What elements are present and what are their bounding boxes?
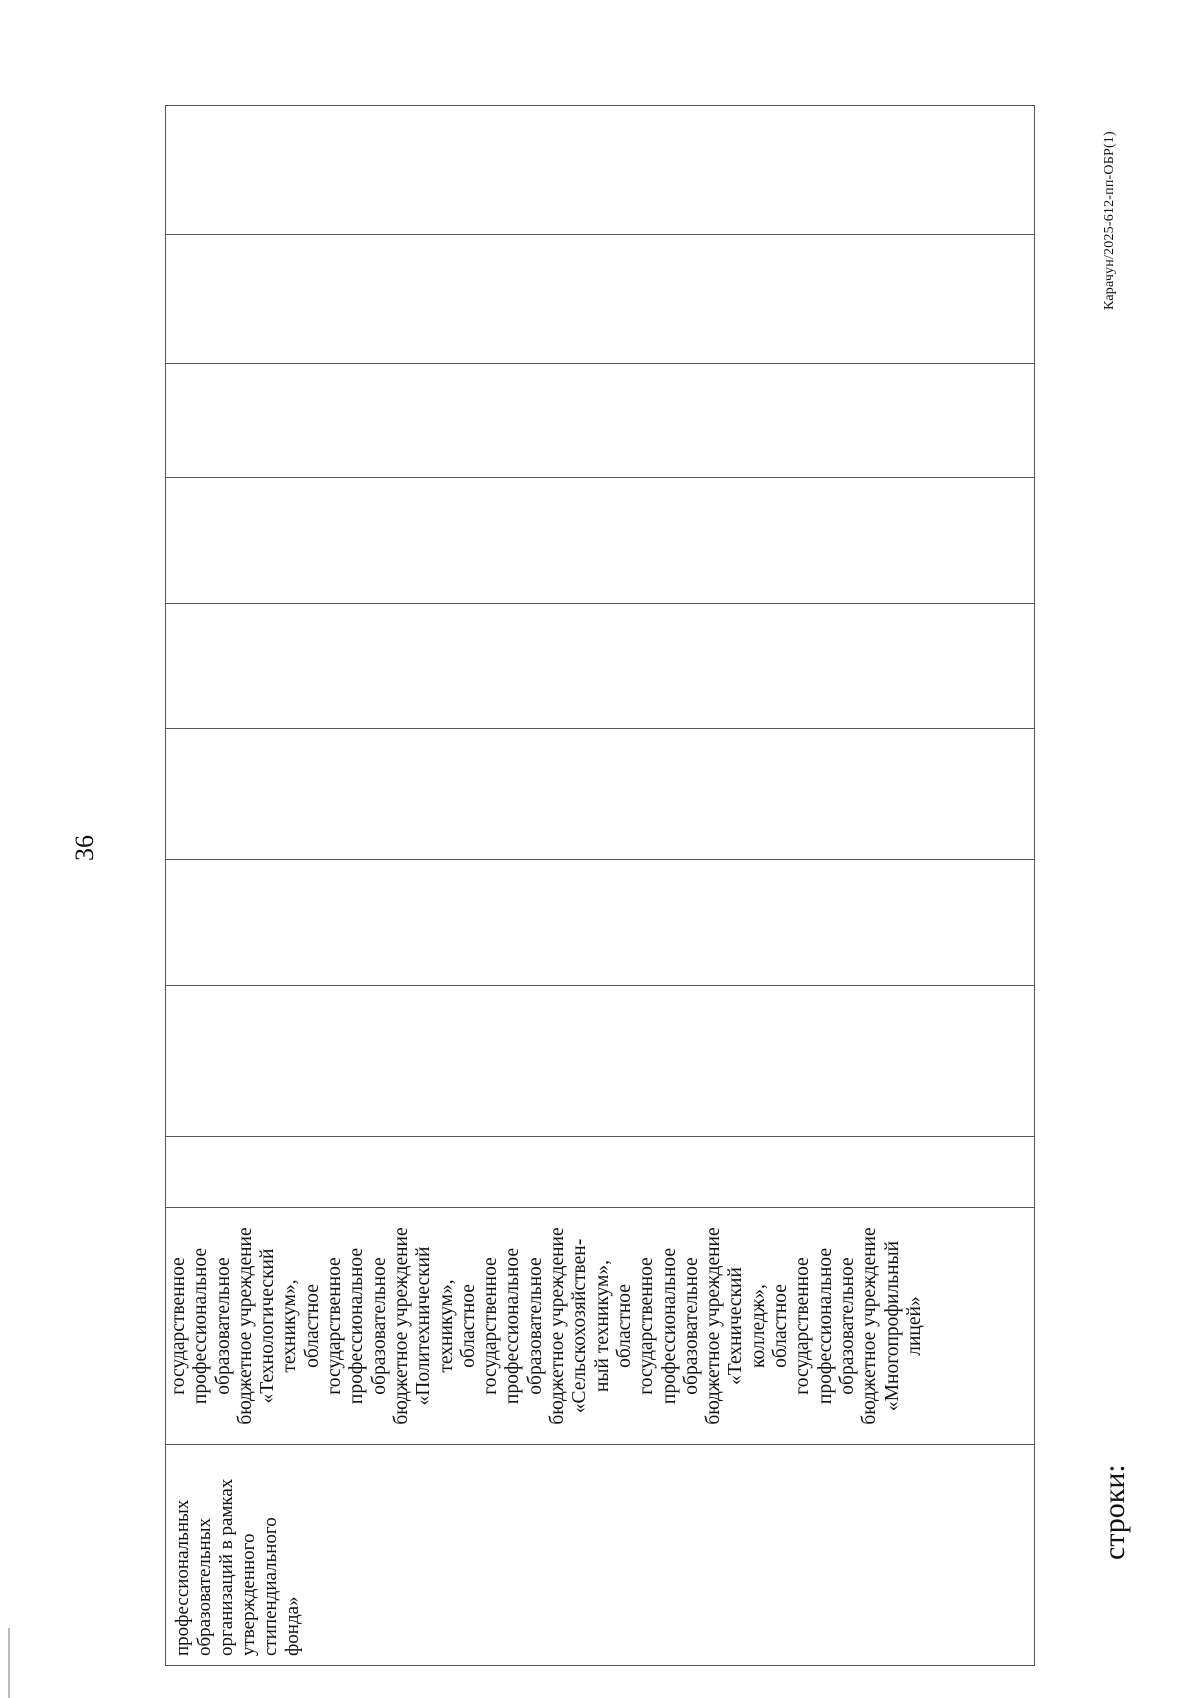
text-line: профессиональных <box>172 1499 193 1656</box>
text-line: «Многопрофильный <box>881 1240 903 1412</box>
cell-institutions <box>166 1208 1035 1445</box>
empty-cell <box>166 106 1035 235</box>
text-line: бюджетное учреждение <box>703 1227 725 1425</box>
data-table <box>165 105 1035 1666</box>
text-line: государственное <box>168 1257 189 1395</box>
text-line: государственное <box>636 1257 658 1395</box>
empty-cell <box>166 604 1035 729</box>
text-line: профессиональное <box>814 1247 836 1405</box>
text-line: областное <box>770 1284 792 1368</box>
text-line: государственное <box>324 1257 346 1395</box>
institutions-text <box>166 1208 926 1444</box>
text-line: образовательное <box>524 1257 546 1395</box>
text-line: областное <box>613 1284 635 1368</box>
text-line: бюджетное учреждение <box>390 1227 412 1425</box>
text-line: «Технический <box>725 1267 747 1385</box>
text-line: образовательных <box>194 1518 215 1656</box>
text-line: колледж», <box>747 1284 769 1368</box>
text-line: государственное <box>792 1257 814 1395</box>
empty-cell <box>166 860 1035 986</box>
cell-purpose <box>166 1445 1035 1666</box>
text-line: государственное <box>480 1257 502 1395</box>
empty-cell <box>166 235 1035 364</box>
text-line: бюджетное учреждение <box>234 1227 256 1425</box>
text-line: областное <box>301 1284 323 1368</box>
empty-cell <box>166 986 1035 1137</box>
text-line: бюджетное учреждение <box>859 1227 881 1425</box>
empty-cell <box>166 364 1035 478</box>
text-line: «Политехнический <box>413 1246 435 1406</box>
text-line: профессиональное <box>658 1247 680 1405</box>
scan-edge-mark <box>8 1628 10 1698</box>
text-line: бюджетное учреждение <box>547 1227 569 1425</box>
empty-cell <box>166 729 1035 860</box>
text-line: образовательное <box>680 1257 702 1395</box>
tail-text: строки: <box>1098 1464 1131 1560</box>
text-line: профессиональное <box>346 1247 368 1405</box>
document-reference: Карачун/2025-612-пп-ОБР(1) <box>1102 131 1117 310</box>
text-line: образовательное <box>212 1257 234 1395</box>
text-line: образовательное <box>836 1257 858 1395</box>
text-line: утвержденного <box>238 1533 259 1656</box>
text-line: «Технологический <box>257 1248 279 1404</box>
text-line: образовательное <box>368 1257 390 1395</box>
purpose-text <box>166 1445 304 1665</box>
text-line: областное <box>457 1284 479 1368</box>
text-line: организаций в рамках <box>216 1478 237 1656</box>
text-line: фонда» <box>282 1596 303 1656</box>
text-line: профессиональное <box>502 1247 524 1405</box>
text-line: профессиональное <box>190 1247 212 1405</box>
text-line: техникум», <box>435 1279 457 1373</box>
empty-cell <box>166 478 1035 604</box>
text-line: техникум», <box>279 1279 301 1373</box>
empty-cell <box>166 1137 1035 1208</box>
table-row <box>166 106 1035 1666</box>
text-line: стипендиального <box>260 1517 281 1656</box>
text-line: лицей» <box>903 1296 925 1356</box>
text-line: «Сельскохозяйствен- <box>569 1238 591 1414</box>
page-number: 36 <box>70 835 99 861</box>
text-line: ный техникум», <box>591 1259 613 1393</box>
